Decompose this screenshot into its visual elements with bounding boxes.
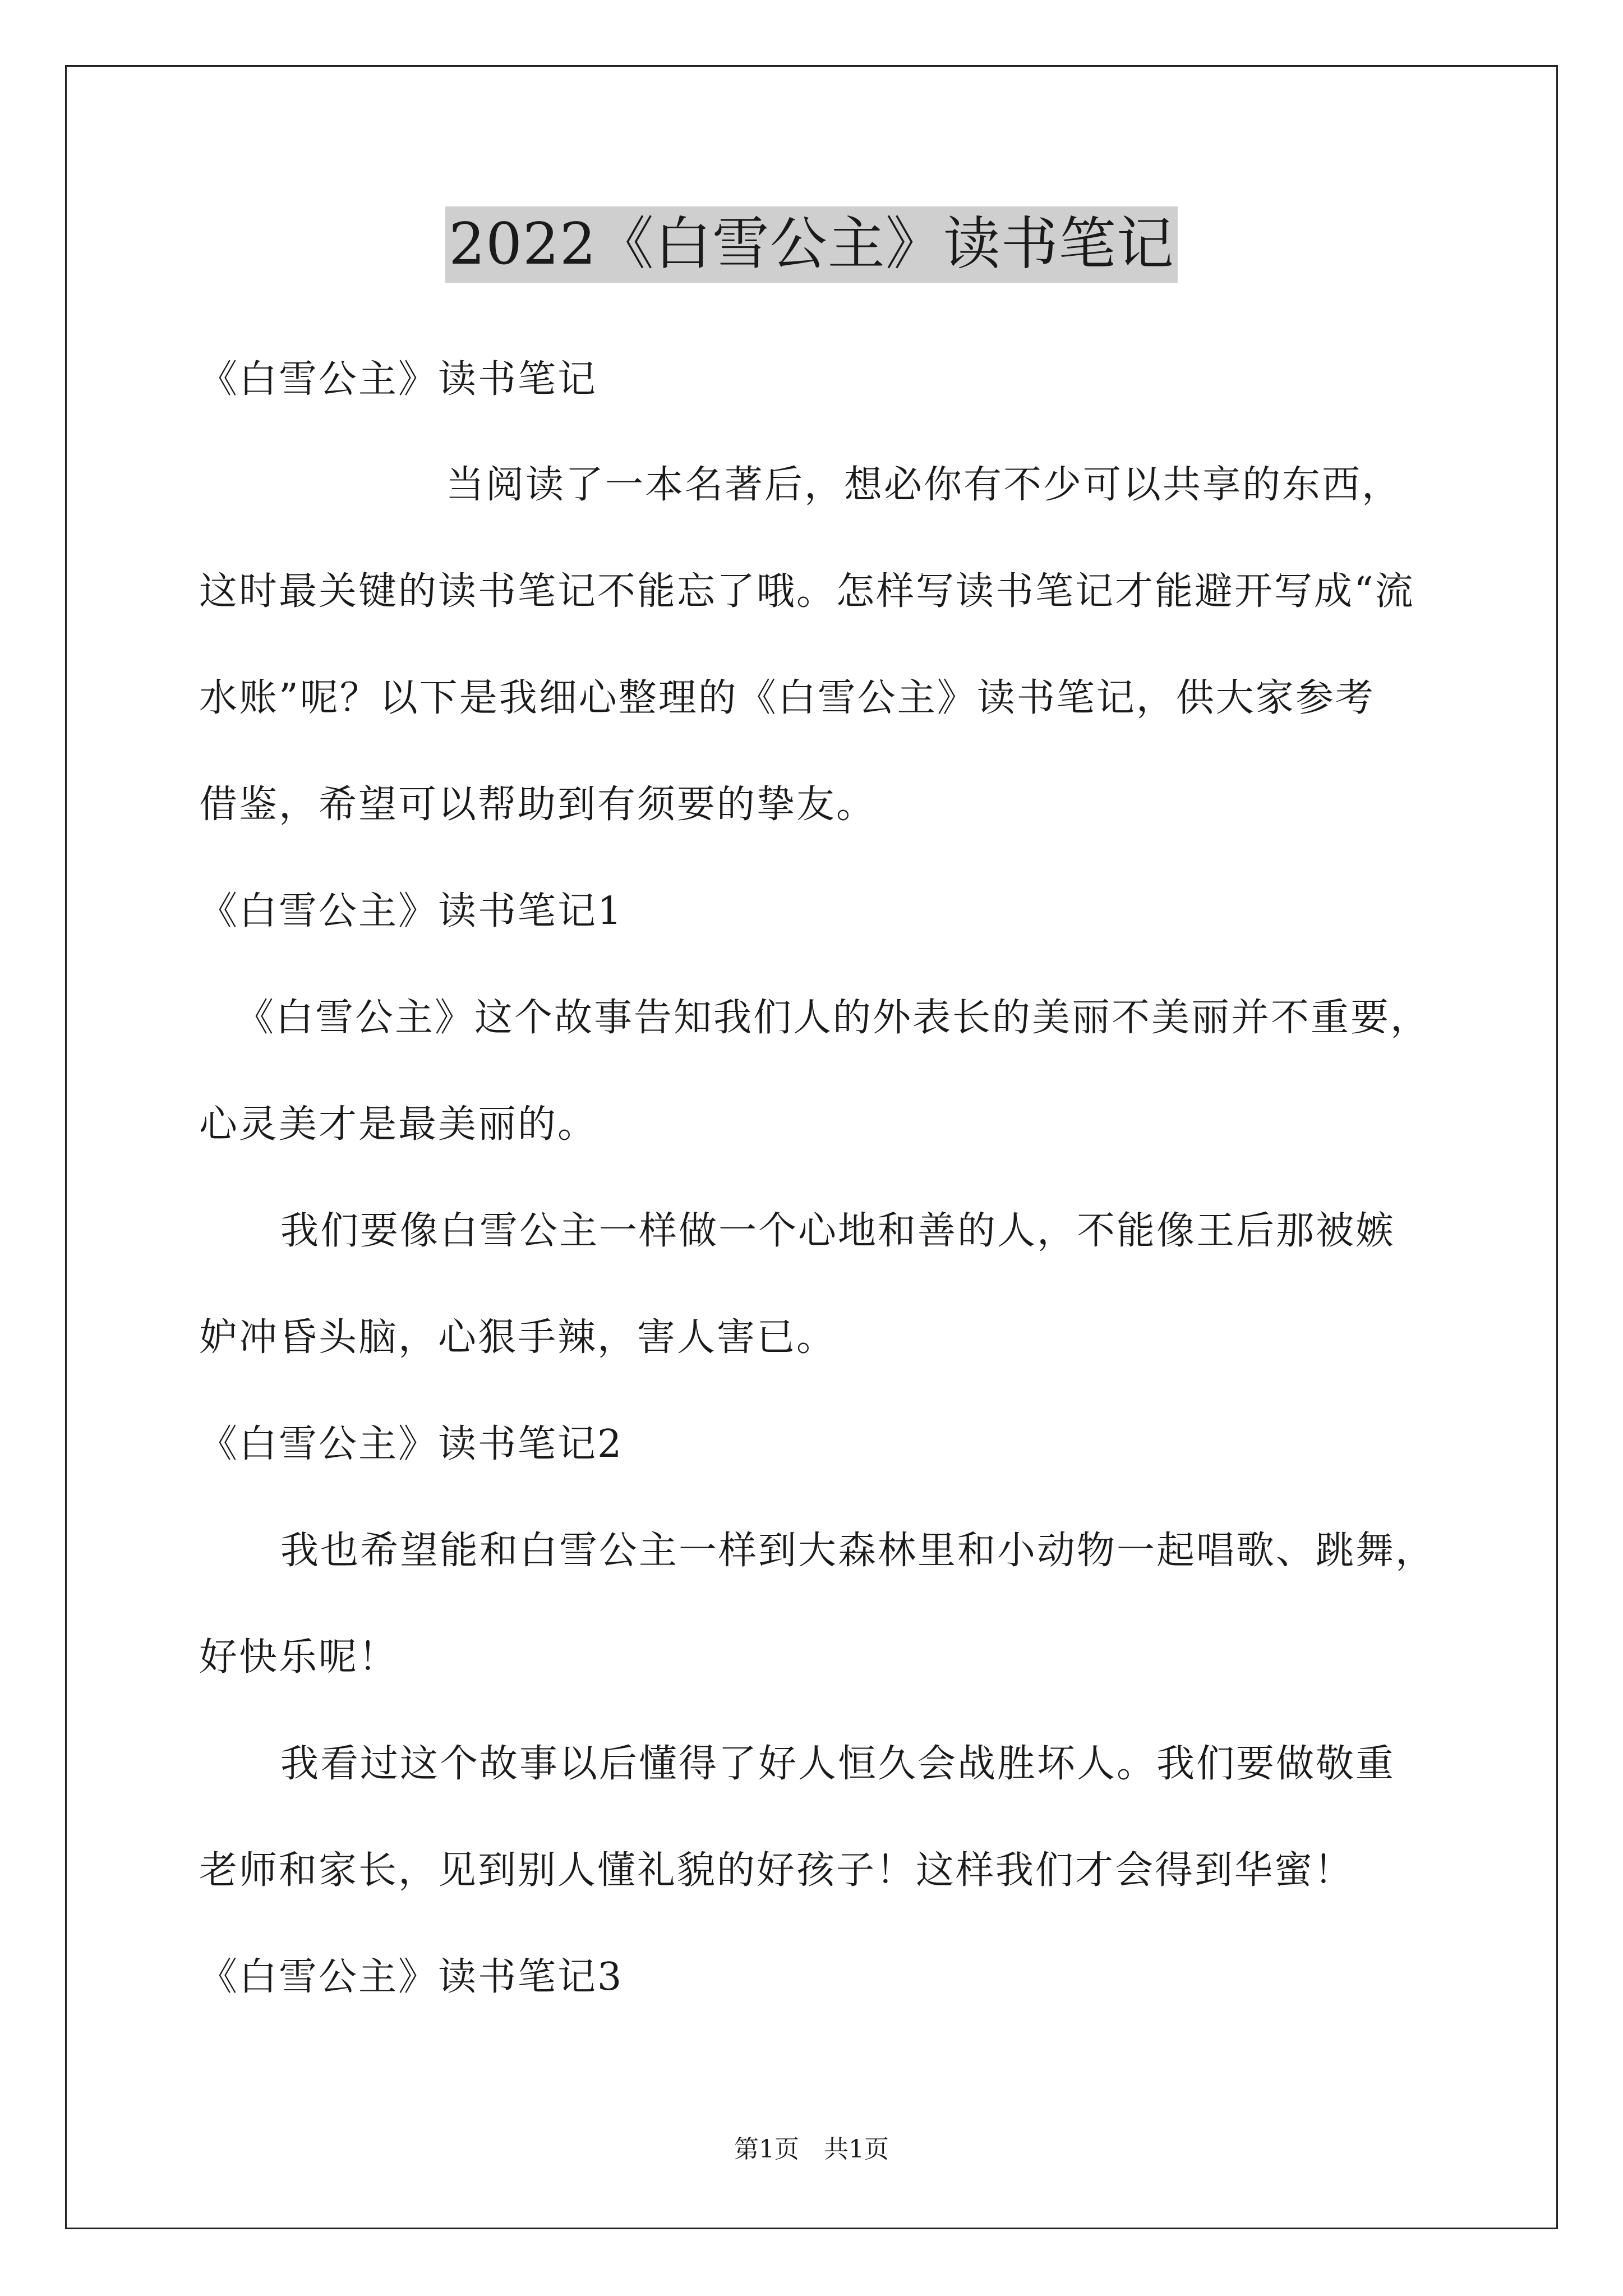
document-title: 2022《白雪公主》读书笔记 xyxy=(445,206,1178,283)
paragraph-line: 我们要像白雪公主一样做一个心地和善的人，不能像王后那被嫉 xyxy=(280,1209,1396,1253)
intro-line: 水账”呢？以下是我细心整理的《白雪公主》读书笔记，供大家参考 xyxy=(199,676,1375,720)
page-footer: 第1页 共1页 xyxy=(734,2135,889,2164)
section-heading-2: 《白雪公主》读书笔记2 xyxy=(199,1422,624,1466)
document-subtitle: 《白雪公主》读书笔记 xyxy=(199,357,598,402)
paragraph-line: 老师和家长，见到别人懂礼貌的好孩子！这样我们才会得到华蜜！ xyxy=(199,1848,1354,1893)
paragraph-line: 妒冲昏头脑，心狠手辣，害人害已。 xyxy=(199,1315,837,1360)
paragraph-line: 我看过这个故事以后懂得了好人恒久会战胜坏人。我们要做敬重 xyxy=(280,1742,1396,1786)
section-heading-1: 《白雪公主》读书笔记1 xyxy=(199,889,624,933)
title-container xyxy=(0,206,1623,283)
section-heading-3: 《白雪公主》读书笔记3 xyxy=(199,1955,624,1999)
paragraph-line: 我也希望能和白雪公主一样到大森林里和小动物一起唱歌、跳舞， xyxy=(280,1529,1436,1573)
paragraph-line: 《白雪公主》这个故事告知我们人的外表长的美丽不美丽并不重要， xyxy=(236,996,1431,1040)
intro-line: 这时最关键的读书笔记不能忘了哦。怎样写读书笔记才能避开写成“流 xyxy=(199,569,1415,614)
paragraph-line: 心灵美才是最美丽的。 xyxy=(199,1102,598,1147)
paragraph-line: 好快乐呢！ xyxy=(199,1635,399,1680)
intro-line: 当阅读了一本名著后，想必你有不少可以共享的东西， xyxy=(446,463,1402,507)
intro-line: 借鉴，希望可以帮助到有须要的挚友。 xyxy=(199,783,877,827)
